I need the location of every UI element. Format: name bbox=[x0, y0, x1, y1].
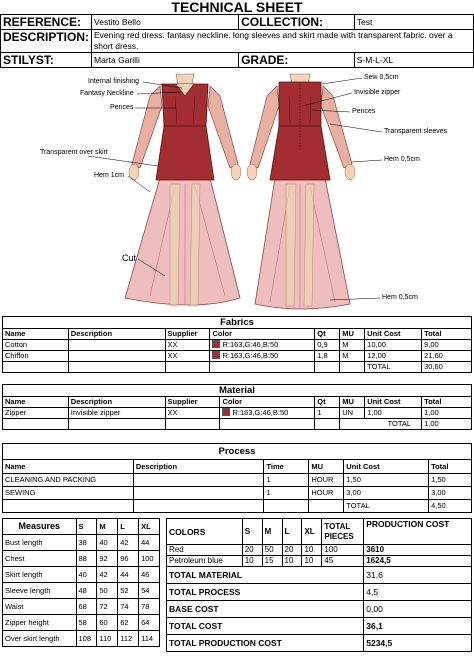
col-header: MU bbox=[340, 397, 365, 408]
fabrics-caption: Fabrics bbox=[3, 317, 472, 329]
measure-value: 74 bbox=[118, 599, 139, 615]
measure-value: 38 bbox=[76, 535, 97, 551]
measures-caption: Measures bbox=[3, 519, 77, 535]
table-row bbox=[3, 535, 160, 551]
description-label: DESCRIPTION: bbox=[1, 30, 92, 53]
measure-name: Waist bbox=[3, 599, 77, 615]
col-header: MU bbox=[309, 460, 344, 474]
annotation-cut: Cut bbox=[122, 253, 137, 263]
summary-row bbox=[167, 635, 472, 652]
table-total-row bbox=[3, 500, 472, 513]
measure-name: Zipper height bbox=[3, 615, 77, 631]
annotation-pences-front: Pences bbox=[110, 104, 134, 111]
summary-value: 31,6 bbox=[364, 567, 472, 584]
measure-value: 44 bbox=[139, 535, 160, 551]
col-header: Description bbox=[133, 460, 264, 474]
measure-name: Over skirt length bbox=[3, 631, 77, 647]
fabrics-total: 30,60 bbox=[422, 362, 472, 373]
material-total: 1,00 bbox=[422, 408, 472, 419]
process-caption: Process bbox=[3, 444, 472, 460]
annotation-transparent-over-skirt: Transparent over skirt bbox=[40, 149, 108, 156]
summary-label: TOTAL PRODUCTION COST bbox=[167, 635, 364, 652]
dress-illustration bbox=[0, 66, 474, 316]
material-unit-cost: 1,00 bbox=[365, 408, 422, 419]
back-view bbox=[247, 74, 355, 309]
table-row bbox=[3, 551, 160, 567]
col-header: Description bbox=[68, 397, 165, 408]
material-total-label: TOTAL bbox=[340, 419, 422, 430]
process-description bbox=[133, 487, 264, 500]
annotation-pences-back: Pences bbox=[352, 108, 376, 115]
production-table bbox=[166, 518, 472, 652]
measure-value: 60 bbox=[97, 615, 118, 631]
qty-value: 10 bbox=[302, 545, 322, 556]
fabric-mu: M bbox=[340, 340, 365, 351]
color-swatch bbox=[212, 340, 220, 348]
total-pieces: 100 bbox=[322, 545, 364, 556]
measure-value: 40 bbox=[76, 567, 97, 583]
table-row bbox=[3, 340, 472, 351]
fabric-color: R:163,G:46,B:50 bbox=[222, 351, 279, 360]
measure-value: 68 bbox=[76, 599, 97, 615]
col-header: Qt bbox=[315, 329, 340, 340]
annotation-internal-finishing: Internal finishing bbox=[88, 78, 139, 85]
size-header: S bbox=[242, 519, 262, 545]
qty-value: 50 bbox=[262, 545, 282, 556]
size-header: XL bbox=[302, 519, 322, 545]
measure-value: 72 bbox=[97, 599, 118, 615]
summary-row bbox=[167, 601, 472, 618]
measure-value: 48 bbox=[76, 583, 97, 599]
material-caption: Material bbox=[3, 385, 472, 397]
production-cost: 1624,5 bbox=[364, 556, 472, 567]
reference-value: Vestito Bello bbox=[92, 15, 239, 30]
qty-value: 10 bbox=[302, 556, 322, 567]
fabrics-table bbox=[2, 316, 472, 373]
annotation-invisible-zipper: Invisible zipper bbox=[354, 89, 401, 96]
measure-value: 92 bbox=[97, 551, 118, 567]
measure-value: 44 bbox=[118, 567, 139, 583]
header-table bbox=[0, 14, 474, 68]
process-time: 1 bbox=[264, 487, 309, 500]
fabric-supplier: XX bbox=[165, 340, 210, 351]
process-mu: HOUR bbox=[309, 474, 344, 487]
table-row bbox=[167, 545, 472, 556]
color-swatch bbox=[222, 408, 230, 416]
summary-label: BASE COST bbox=[167, 601, 364, 618]
annotation-hem-1cm: Hem 1cm bbox=[94, 172, 124, 179]
total-pieces-label: TOTAL PIECES bbox=[322, 519, 364, 545]
process-table bbox=[2, 443, 472, 513]
summary-label: TOTAL PROCESS bbox=[167, 584, 364, 601]
fabric-color-cell bbox=[210, 340, 315, 351]
process-total: 1,50 bbox=[429, 474, 472, 487]
material-color-cell bbox=[220, 408, 315, 419]
measure-value: 88 bbox=[76, 551, 97, 567]
collection-value: Test bbox=[354, 15, 473, 30]
measure-value: 42 bbox=[97, 567, 118, 583]
size-header: L bbox=[282, 519, 302, 545]
grade-value: S-M-L-XL bbox=[354, 53, 473, 68]
fabric-total: 9,00 bbox=[422, 340, 472, 351]
process-mu: HOUR bbox=[309, 487, 344, 500]
col-header: MU bbox=[340, 329, 365, 340]
col-header: Total bbox=[422, 397, 472, 408]
measure-value: 78 bbox=[139, 599, 160, 615]
fabric-total: 21,60 bbox=[422, 351, 472, 362]
annotation-fantasy-neckline: Fantasy Neckline bbox=[80, 90, 134, 97]
fabric-unit-cost: 10,00 bbox=[365, 340, 422, 351]
production-cost-label: PRODUCTION COST bbox=[364, 519, 472, 545]
col-header: Qt bbox=[315, 397, 340, 408]
material-qt: 1 bbox=[315, 408, 340, 419]
material-color: R:163,G:46,B:50 bbox=[232, 408, 289, 417]
table-row bbox=[3, 351, 472, 362]
table-total-row bbox=[3, 419, 472, 430]
measure-value: 58 bbox=[76, 615, 97, 631]
fabric-color-cell bbox=[210, 351, 315, 362]
col-header: Unit Cost bbox=[365, 397, 422, 408]
qty-value: 20 bbox=[242, 545, 262, 556]
measure-value: 62 bbox=[118, 615, 139, 631]
fabric-qt: 1,8 bbox=[315, 351, 340, 362]
summary-value: 4,5 bbox=[364, 584, 472, 601]
table-row bbox=[167, 556, 472, 567]
material-table bbox=[2, 384, 472, 430]
process-name: CLEANING AND PACKING bbox=[3, 474, 134, 487]
measure-value: 42 bbox=[118, 535, 139, 551]
sheet-title: TECHNICAL SHEET bbox=[171, 0, 303, 15]
material-description: Invisible zipper bbox=[68, 408, 165, 419]
stylist-value: Marta Garilli bbox=[92, 53, 239, 68]
measure-value: 114 bbox=[139, 631, 160, 647]
front-view bbox=[125, 74, 241, 306]
table-row bbox=[3, 631, 160, 647]
measures-table bbox=[2, 518, 160, 647]
table-total-row bbox=[3, 362, 472, 373]
annotation-hem-skirt: Hem 0,5cm bbox=[382, 294, 418, 301]
measure-value: 46 bbox=[139, 567, 160, 583]
col-header: Color bbox=[220, 397, 315, 408]
grade-label: GRADE: bbox=[239, 53, 355, 68]
fabric-name: Cotton bbox=[3, 340, 69, 351]
measure-name: Skirt length bbox=[3, 567, 77, 583]
color-name: Red bbox=[167, 545, 243, 556]
qty-value: 20 bbox=[282, 545, 302, 556]
material-supplier: XX bbox=[165, 408, 220, 419]
measure-name: Bust length bbox=[3, 535, 77, 551]
material-mu: UN bbox=[340, 408, 365, 419]
col-header: Unit Cost bbox=[365, 329, 422, 340]
col-header: Total bbox=[422, 329, 472, 340]
table-row bbox=[3, 474, 472, 487]
process-total-label: TOTAL bbox=[344, 500, 429, 513]
measure-name: Sleeve length bbox=[3, 583, 77, 599]
qty-value: 15 bbox=[262, 556, 282, 567]
size-header: S bbox=[76, 519, 97, 535]
process-total: 3,00 bbox=[429, 487, 472, 500]
size-header: L bbox=[118, 519, 139, 535]
material-total: 1,00 bbox=[422, 419, 472, 430]
summary-value: 0,00 bbox=[364, 601, 472, 618]
qty-value: 10 bbox=[282, 556, 302, 567]
qty-value: 10 bbox=[242, 556, 262, 567]
col-header: Time bbox=[264, 460, 309, 474]
process-unit-cost: 1,50 bbox=[344, 474, 429, 487]
col-header: Color bbox=[210, 329, 315, 340]
summary-label: TOTAL COST bbox=[167, 618, 364, 635]
summary-value: 5234,5 bbox=[364, 635, 472, 652]
collection-label: COLLECTION: bbox=[239, 15, 355, 30]
measure-value: 52 bbox=[118, 583, 139, 599]
fabric-color: R:163,G:46,B:50 bbox=[222, 340, 279, 349]
measure-value: 100 bbox=[139, 551, 160, 567]
measure-value: 108 bbox=[76, 631, 97, 647]
fabric-supplier: XX bbox=[165, 351, 210, 362]
reference-label: REFERENCE: bbox=[1, 15, 92, 30]
col-header: Supplier bbox=[165, 329, 210, 340]
total-pieces: 45 bbox=[322, 556, 364, 567]
material-name: Zipper bbox=[3, 408, 69, 419]
colors-label: COLORS bbox=[167, 519, 243, 545]
col-header: Name bbox=[3, 329, 69, 340]
col-header: Total bbox=[429, 460, 472, 474]
color-name: Petroleum blue bbox=[167, 556, 243, 567]
measure-value: 96 bbox=[118, 551, 139, 567]
description-value: Evening red dress. fantasy neckline. long sleeves and skirt made with transparent fabric. over a short dress. bbox=[92, 30, 474, 53]
fabric-qt: 0,9 bbox=[315, 340, 340, 351]
table-row bbox=[3, 487, 472, 500]
fabric-description bbox=[68, 351, 165, 362]
annotation-sew: Sew 0,5cm bbox=[364, 74, 399, 81]
fabrics-total-label: TOTAL bbox=[365, 362, 422, 373]
fabric-description bbox=[68, 340, 165, 351]
fabric-unit-cost: 12,00 bbox=[365, 351, 422, 362]
process-name: SEWING bbox=[3, 487, 134, 500]
table-row bbox=[3, 599, 160, 615]
measure-value: 40 bbox=[97, 535, 118, 551]
summary-row bbox=[167, 618, 472, 635]
annotation-transparent-sleeves: Transparent sleeves bbox=[384, 128, 448, 135]
summary-value: 36,1 bbox=[364, 618, 472, 635]
process-description bbox=[133, 474, 264, 487]
measure-value: 112 bbox=[118, 631, 139, 647]
col-header: Supplier bbox=[165, 397, 220, 408]
measure-name: Chest bbox=[3, 551, 77, 567]
summary-label: TOTAL MATERIAL bbox=[167, 567, 364, 584]
color-swatch bbox=[212, 351, 220, 359]
production-cost: 3610 bbox=[364, 545, 472, 556]
table-row bbox=[3, 615, 160, 631]
table-row bbox=[3, 583, 160, 599]
process-unit-cost: 3,00 bbox=[344, 487, 429, 500]
summary-row bbox=[167, 567, 472, 584]
col-header: Name bbox=[3, 397, 69, 408]
process-time: 1 bbox=[264, 474, 309, 487]
table-row bbox=[3, 408, 472, 419]
fabric-name: Chiffon bbox=[3, 351, 69, 362]
table-row bbox=[3, 567, 160, 583]
measure-value: 64 bbox=[139, 615, 160, 631]
process-total: 4,50 bbox=[429, 500, 472, 513]
measure-value: 50 bbox=[97, 583, 118, 599]
stylist-label: STILYST: bbox=[1, 53, 92, 68]
col-header: Description bbox=[68, 329, 165, 340]
annotation-hem-sleeve: Hem 0,5cm bbox=[384, 156, 420, 163]
measure-value: 110 bbox=[97, 631, 118, 647]
size-header: M bbox=[97, 519, 118, 535]
col-header: Unit Cost bbox=[344, 460, 429, 474]
size-header: XL bbox=[139, 519, 160, 535]
size-header: M bbox=[262, 519, 282, 545]
col-header: Name bbox=[3, 460, 134, 474]
summary-row bbox=[167, 584, 472, 601]
measure-value: 54 bbox=[139, 583, 160, 599]
fabric-mu: M bbox=[340, 351, 365, 362]
